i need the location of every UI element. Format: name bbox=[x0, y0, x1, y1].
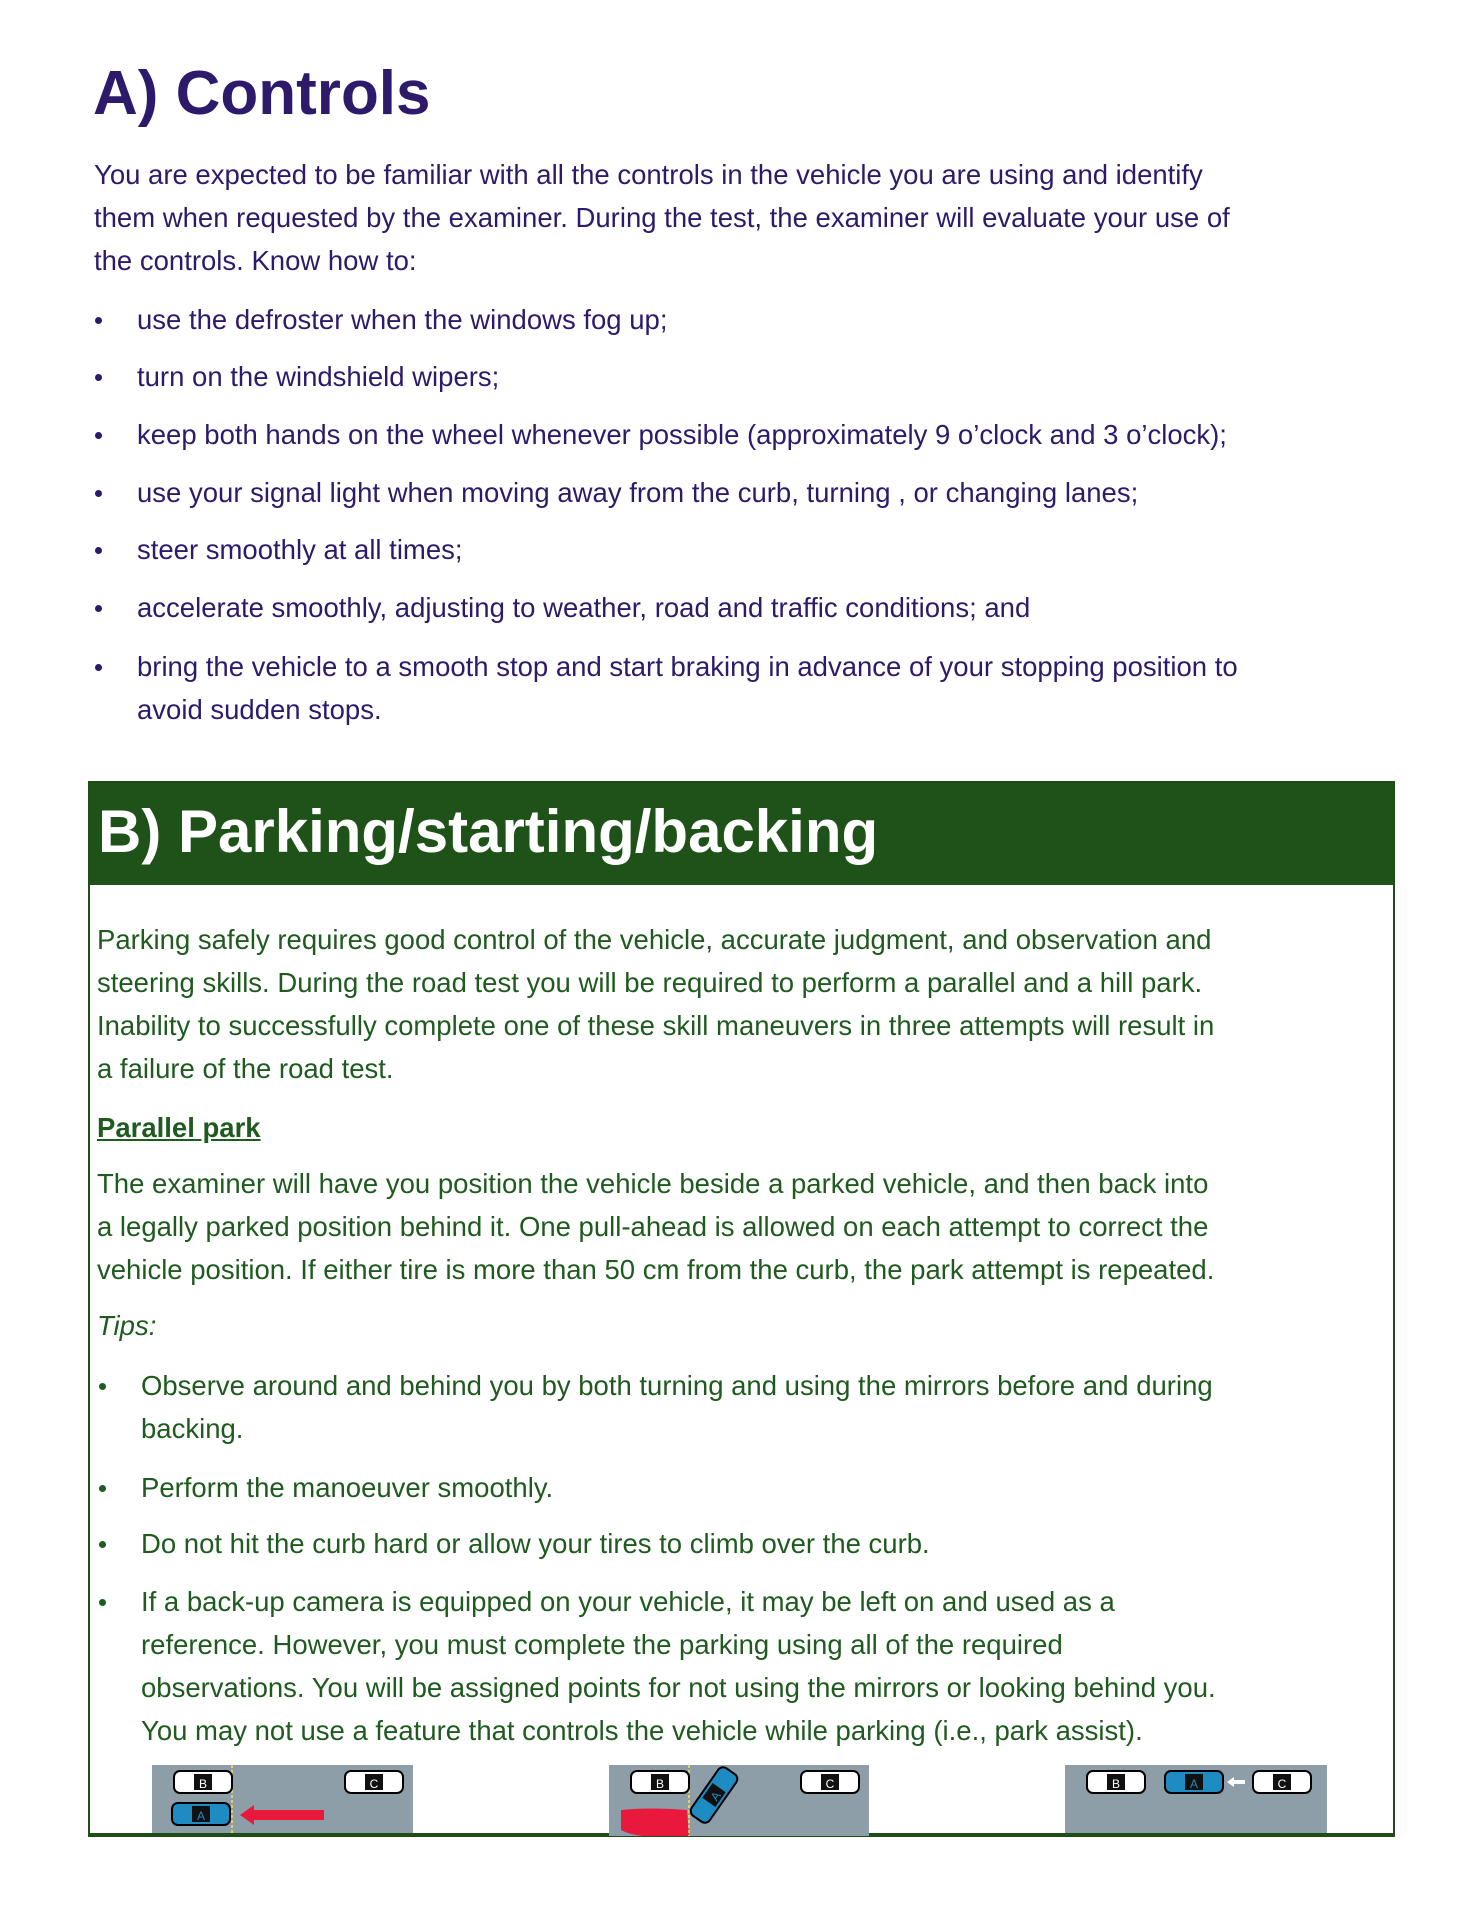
car-b-icon bbox=[631, 1771, 689, 1793]
list-item-line: You may not use a feature that controls the vehicle while parking (i.e., park assist). bbox=[141, 1715, 1143, 1746]
list-item bbox=[137, 645, 1238, 731]
section-b-title: B) Parking/starting/backing bbox=[98, 798, 879, 865]
car-a-icon bbox=[1165, 1771, 1223, 1793]
list-item-line: Do not hit the curb hard or allow your tires to climb over the curb. bbox=[141, 1528, 930, 1559]
list-item bbox=[141, 1364, 1213, 1450]
car-c-icon bbox=[1253, 1771, 1311, 1793]
text-line: Inability to successfully complete one of these skill maneuvers in three attempts will result in bbox=[97, 1010, 1215, 1041]
bullet-icon bbox=[99, 1383, 106, 1390]
section-b-intro bbox=[97, 918, 1214, 1090]
list-item-line: bring the vehicle to a smooth stop and start braking in advance of your stopping position to bbox=[137, 651, 1238, 682]
list-item-line: If a back-up camera is equipped on your vehicle, it may be left on and used as a bbox=[141, 1586, 1115, 1617]
list-item-line: reference. However, you must complete the parking using all of the required bbox=[141, 1629, 1063, 1660]
svg-text:C: C bbox=[825, 1777, 835, 1791]
list-item-line: observations. You will be assigned points for not using the mirrors or looking behind you. bbox=[141, 1672, 1216, 1703]
list-item-line: use the defroster when the windows fog up; bbox=[137, 304, 668, 335]
bullet-icon bbox=[99, 1485, 106, 1492]
parallel-park-diagram-step-1 bbox=[152, 1765, 413, 1833]
car-c-icon bbox=[345, 1771, 403, 1793]
list-item-line: avoid sudden stops. bbox=[137, 694, 382, 725]
list-item-line: use your signal light when moving away from the curb, turning , or changing lanes; bbox=[137, 477, 1139, 508]
car-c-icon bbox=[801, 1771, 859, 1793]
diagram-step-2-svg bbox=[609, 1765, 869, 1836]
path-arc-icon bbox=[621, 1809, 689, 1837]
text-line: You are expected to be familiar with all the controls in the vehicle you are using and identify bbox=[94, 159, 1203, 190]
list-item bbox=[137, 355, 499, 398]
bullet-icon bbox=[95, 605, 102, 612]
list-item bbox=[141, 1522, 930, 1565]
svg-text:A: A bbox=[1189, 1777, 1199, 1791]
arrow-left-icon bbox=[1227, 1777, 1245, 1787]
car-a-icon bbox=[688, 1765, 739, 1825]
bullet-icon bbox=[95, 490, 102, 497]
svg-text:B: B bbox=[198, 1777, 208, 1791]
list-item-line: backing. bbox=[141, 1413, 244, 1444]
list-item-line: turn on the windshield wipers; bbox=[137, 361, 500, 392]
list-item-line: Perform the manoeuver smoothly. bbox=[141, 1472, 554, 1503]
text-line: The examiner will have you position the vehicle beside a parked vehicle, and then back into bbox=[97, 1168, 1209, 1199]
parallel-park-subheading: Parallel park bbox=[97, 1112, 261, 1143]
list-item bbox=[137, 298, 667, 341]
parallel-park-diagram-step-2 bbox=[609, 1765, 869, 1836]
svg-text:A: A bbox=[707, 1788, 724, 1804]
list-item-line: accelerate smoothly, adjusting to weather, road and traffic conditions; and bbox=[137, 592, 1031, 623]
text-line: the controls. Know how to: bbox=[94, 245, 417, 276]
list-item bbox=[137, 528, 463, 571]
list-item-line: Observe around and behind you by both turning and using the mirrors before and during bbox=[141, 1370, 1213, 1401]
car-a-icon bbox=[172, 1803, 230, 1825]
bullet-icon bbox=[95, 547, 102, 554]
text-line: a legally parked position behind it. One pull-ahead is allowed on each attempt to correct the bbox=[97, 1211, 1209, 1242]
list-item-line: steer smoothly at all times; bbox=[137, 534, 463, 565]
list-item bbox=[137, 413, 1227, 456]
parallel-park-diagram-step-3 bbox=[1065, 1765, 1327, 1833]
text-line: a failure of the road test. bbox=[97, 1053, 394, 1084]
text-line: them when requested by the examiner. During the test, the examiner will evaluate your use of bbox=[94, 202, 1230, 233]
bullet-icon bbox=[95, 664, 102, 671]
section-a-intro bbox=[94, 153, 1230, 282]
bullet-icon bbox=[99, 1541, 106, 1548]
car-b-icon bbox=[174, 1771, 232, 1793]
car-b-icon bbox=[1087, 1771, 1145, 1793]
list-item bbox=[141, 1466, 553, 1509]
list-item bbox=[137, 586, 1030, 629]
bullet-icon bbox=[95, 317, 102, 324]
svg-text:C: C bbox=[1277, 1777, 1287, 1791]
bullet-icon bbox=[95, 374, 102, 381]
svg-text:C: C bbox=[369, 1777, 379, 1791]
text-line: vehicle position. If either tire is more than 50 cm from the curb, the park attempt is repeated. bbox=[97, 1254, 1215, 1285]
arrow-left-icon bbox=[240, 1805, 324, 1825]
diagram-step-1-svg bbox=[152, 1765, 413, 1833]
svg-text:B: B bbox=[1111, 1777, 1121, 1791]
svg-text:A: A bbox=[196, 1809, 206, 1823]
list-item-line: keep both hands on the wheel whenever possible (approximately 9 o’clock and 3 o’clock); bbox=[137, 419, 1227, 450]
tips-label: Tips: bbox=[97, 1310, 157, 1341]
text-line: Parking safely requires good control of the vehicle, accurate judgment, and observation and bbox=[97, 924, 1212, 955]
section-b-header bbox=[90, 783, 1393, 885]
list-item bbox=[141, 1580, 1216, 1752]
list-item bbox=[137, 471, 1138, 514]
bullet-icon bbox=[95, 432, 102, 439]
section-a-title: A) Controls bbox=[93, 59, 431, 128]
parallel-park-text bbox=[97, 1162, 1214, 1291]
text-line: steering skills. During the road test you will be required to perform a parallel and a hill park. bbox=[97, 967, 1203, 998]
svg-text:B: B bbox=[655, 1777, 665, 1791]
bullet-icon bbox=[99, 1599, 106, 1606]
diagram-step-3-svg bbox=[1065, 1765, 1327, 1833]
